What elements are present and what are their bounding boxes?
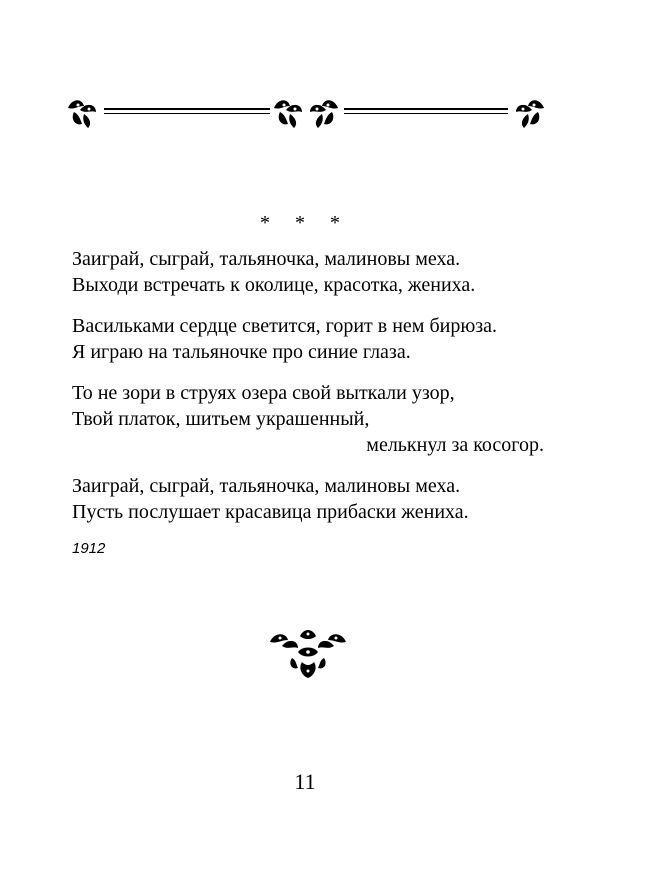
stanza-3 bbox=[72, 380, 552, 458]
poem-line: Выходи встречать к околице, красотка, жениха. bbox=[72, 274, 476, 296]
poem-line: Заиграй, сыграй, тальяночка, малиновы меха. bbox=[72, 475, 461, 497]
stanza-2 bbox=[72, 313, 552, 365]
poem-year: 1912 bbox=[72, 540, 106, 557]
poem-line: Пусть послушает красавица прибаски жениха. bbox=[72, 501, 469, 523]
poem-line-continuation: мелькнул за косогор. bbox=[366, 434, 544, 456]
poem-line: Васильками сердце светится, горит в нем бирюза. bbox=[72, 315, 498, 337]
stanza-4 bbox=[72, 473, 552, 525]
section-stars: * * * bbox=[260, 212, 350, 234]
leaf-ornament-vignette-icon bbox=[268, 628, 348, 680]
poem-line: Заиграй, сыграй, тальяночка, малиновы меха. bbox=[72, 248, 461, 270]
poem-line: Я играю на тальяночке про синие глаза. bbox=[72, 341, 411, 363]
stanza-1 bbox=[72, 246, 552, 298]
page-number: 11 bbox=[294, 769, 316, 794]
leaf-ornament-divider-icon bbox=[66, 96, 546, 130]
poem-line: То не зори в струях озера свой выткали узор, bbox=[72, 382, 455, 404]
poem-body bbox=[72, 246, 552, 540]
poem-line: Твой платок, шитьем украшенный, bbox=[72, 408, 370, 430]
